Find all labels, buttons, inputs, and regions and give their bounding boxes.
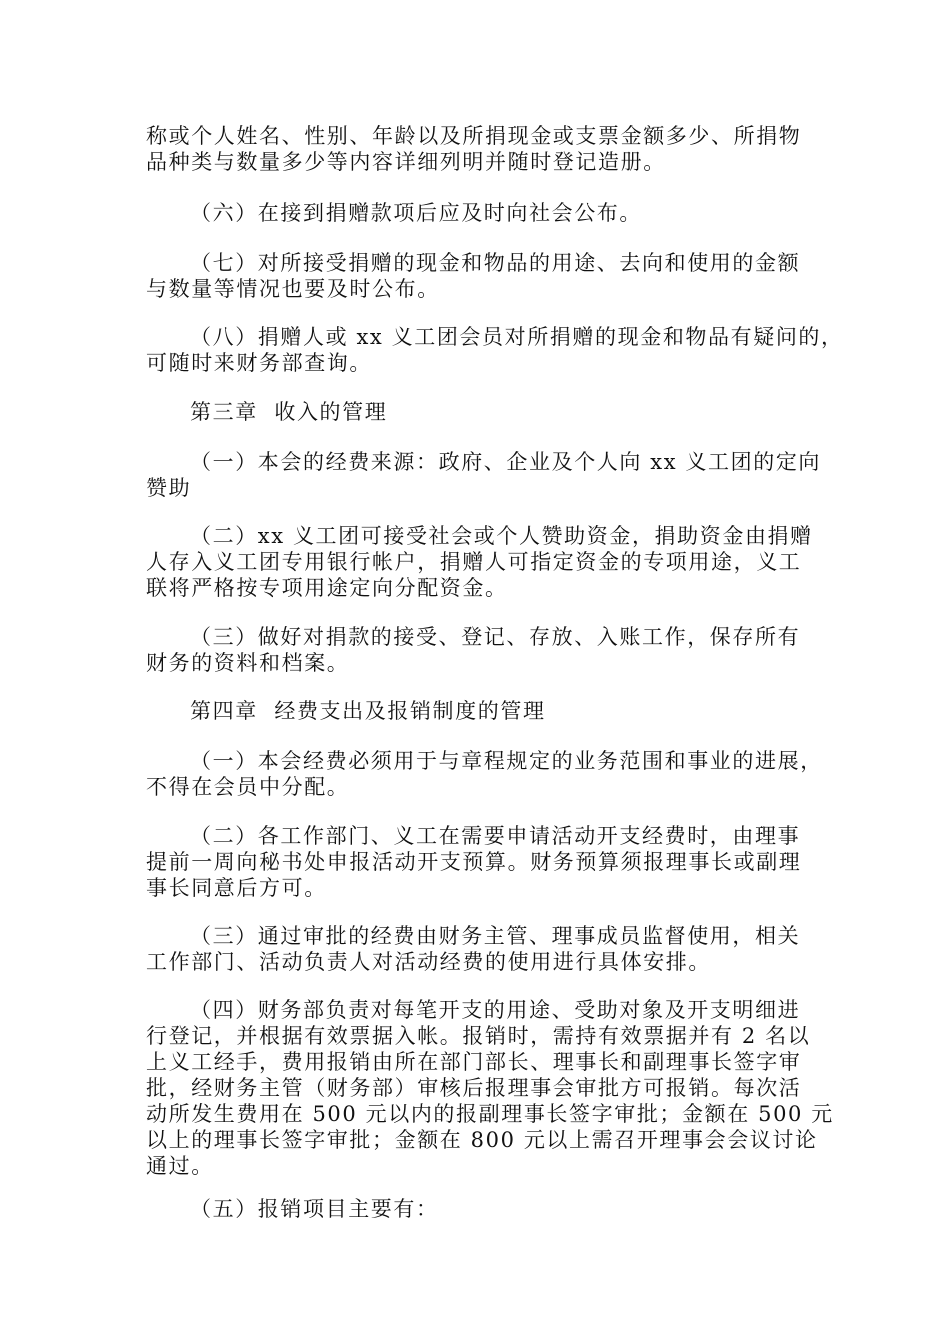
paragraph: （三）通过审批的经费由财务主管、理事成员监督使用，相关: [190, 924, 801, 948]
text-line: 可随时来财务部查询。: [146, 351, 372, 375]
text-line: 品种类与数量多少等内容详细列明并随时登记造册。: [146, 150, 666, 174]
paragraph: （三）做好对捐款的接受、登记、存放、入账工作，保存所有: [190, 625, 801, 649]
paragraph: （二）各工作部门、义工在需要申请活动开支经费时，由理事: [190, 824, 801, 848]
paragraph: （一）本会经费必须用于与章程规定的业务范围和事业的进展，: [190, 749, 823, 773]
text-line: 以上的理事长签字审批；金额在 800 元以上需召开理事会会议讨论: [146, 1128, 818, 1152]
chapter-four-heading: 第四章 经费支出及报销制度的管理: [190, 699, 546, 723]
text-line: 事长同意后方可。: [146, 876, 327, 900]
paragraph: （一）本会的经费来源：政府、企业及个人向 xx 义工团的定向: [190, 450, 822, 474]
text-line: 称或个人姓名、性别、年龄以及所捐现金或支票金额多少、所捐物: [146, 124, 802, 148]
paragraph: （五）报销项目主要有：: [190, 1197, 439, 1221]
text-line: 动所发生费用在 500 元以内的报副理事长签字审批；金额在 500 元: [146, 1102, 834, 1126]
text-line: 提前一周向秘书处申报活动开支预算。财务预算须报理事长或副理: [146, 850, 802, 874]
text-line: 行登记，并根据有效票据入帐。报销时，需持有效票据并有 2 名以: [146, 1024, 811, 1048]
paragraph-eight: （八）捐赠人或 xx 义工团会员对所捐赠的现金和物品有疑问的，: [190, 325, 844, 349]
text-line: 联将严格按专项用途定向分配资金。: [146, 576, 508, 600]
text-line: 财务的资料和档案。: [146, 651, 350, 675]
text-line: 与数量等情况也要及时公布。: [146, 277, 440, 301]
paragraph-six: （六）在接到捐赠款项后应及时向社会公布。: [190, 201, 642, 225]
chapter-three-heading: 第三章 收入的管理: [190, 400, 388, 424]
text-line: 批，经财务主管（财务部）审核后报理事会审批方可报销。每次活: [146, 1076, 802, 1100]
text-line: 人存入义工团专用银行帐户，捐赠人可指定资金的专项用途，义工: [146, 550, 802, 574]
paragraph-seven: （七）对所接受捐赠的现金和物品的用途、去向和使用的金额: [190, 251, 801, 275]
paragraph: （四）财务部负责对每笔开支的用途、受助对象及开支明细进: [190, 998, 801, 1022]
text-line: 通过。: [146, 1154, 214, 1178]
paragraph: （二）xx 义工团可接受社会或个人赞助资金，捐助资金由捐赠: [190, 524, 813, 548]
text-line: 上义工经手，费用报销由所在部门部长、理事长和副理事长签字审: [146, 1050, 802, 1074]
text-line: 工作部门、活动负责人对活动经费的使用进行具体安排。: [146, 950, 711, 974]
text-line: 赞助: [146, 476, 192, 500]
text-line: 不得在会员中分配。: [146, 775, 350, 799]
